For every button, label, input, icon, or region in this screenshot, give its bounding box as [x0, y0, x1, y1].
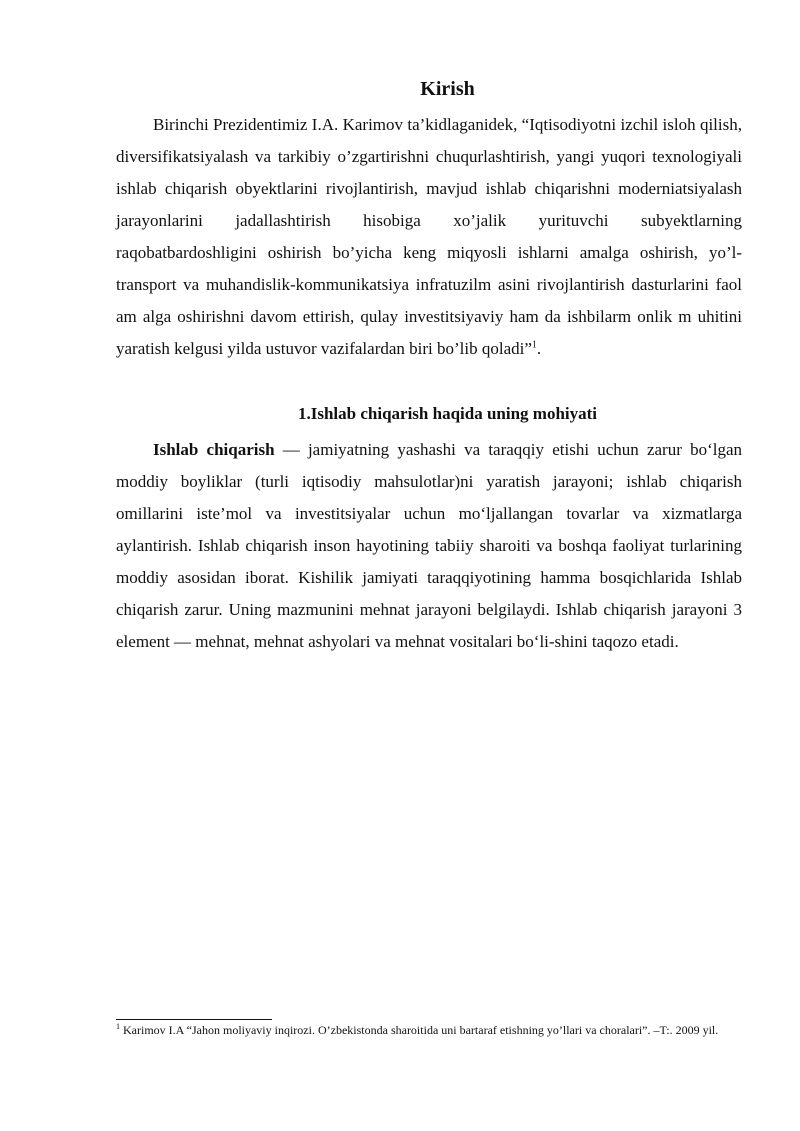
definition-section — [116, 434, 742, 658]
definition-paragraph — [116, 434, 742, 658]
definition-text: — jamiyatning yashashi va taraqqiy etishi uchun zarur bo‘lgan moddiy boyliklar (turli iqtisodiy mahsulotlar)ni yaratish jarayoni; ishlab chiqarish omillarini iste’mol va investitsiyalar uchun mo‘ljallangan tovarlar va xizmatlarga aylantirish. Ishlab chiqarish inson hayotining tabiiy sharoiti va boshqa faoliyat turlarining moddiy asosidan iborat. Kishilik jamiyati taraqqiyotining hamma bosqichlarida Ishlab chiqarish zarur. Uning mazmunini mehnat jarayoni belgilaydi. Ishlab chiqarish jarayoni 3 element — mehnat, mehnat ashyolari va mehnat vositalari bo‘li-shini taqozo etadi. — [116, 440, 742, 651]
footnote-divider — [116, 1019, 272, 1020]
page-title: Kirish — [420, 78, 475, 100]
intro-text: Birinchi Prezidentimiz I.A. Karimov ta’kidlaganidek, “Iqtisodiyotni izchil isloh qilish, diversifikatsiyalash va tarkibiy o’zgartirishni chuqurlashtirish, yangi yuqori texnologiyali ishlab chiqarish obyektlarini rivojlantirish, mavjud ishlab chiqarishni moderniatsiyalash jarayonlarini jadallashtirish hisobiga xo’jalik yurituvchi subyektlarning raqobatbardoshligini oshirish bo’yicha keng miqyosli ishlarni amalga oshirish, yo’l-transport va muhandislik-kommunikatsiya infratuzilm asini rivojlantirish dasturlarini faol am alga oshirishni davom ettirish, qulay investitsiyaviy ham da ishbilarm onlik m uhitini yaratish kelgusi yilda ustuvor vazifalardan biri bo’lib qoladi” — [116, 115, 742, 358]
footnote-marker: 1 — [116, 1022, 120, 1031]
intro-period: . — [536, 339, 542, 358]
intro-section — [116, 109, 742, 365]
intro-paragraph — [116, 109, 742, 365]
footnote-text: Karimov I.A “Jahon moliyaviy inqirozi. O’zbekistonda sharoitida uni bartaraf etishning yo’llari va choralari”. –T:. 2009 yil. — [120, 1023, 719, 1037]
section-heading: 1.Ishlab chiqarish haqida uning mohiyati — [297, 404, 598, 423]
footnote-reference[interactable]: 1 — [531, 339, 537, 351]
definition-term: Ishlab chiqarish — [153, 440, 275, 459]
footnote — [116, 1022, 756, 1039]
